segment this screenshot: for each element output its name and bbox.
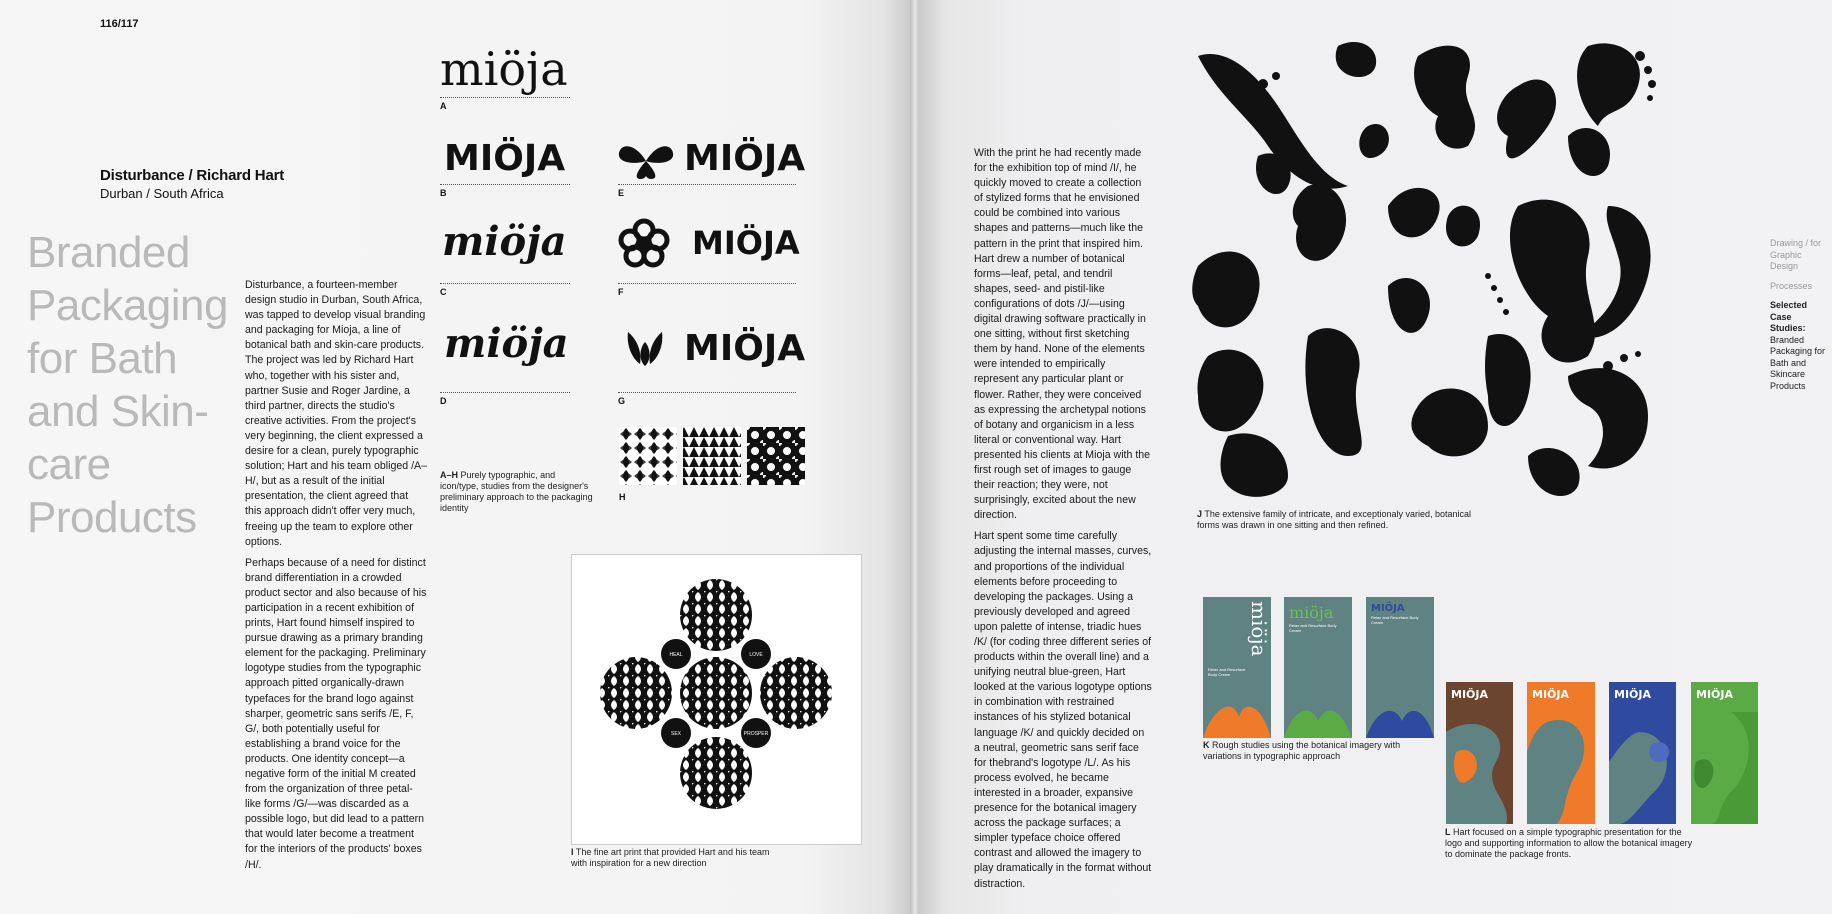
logo-study-c xyxy=(442,218,567,265)
print-label: HEAL xyxy=(669,652,683,658)
caption-l xyxy=(1445,827,1695,860)
logo-study-e xyxy=(684,138,805,179)
package-study-k1 xyxy=(1203,597,1271,738)
package-copy: Relax and Resurface Body Cream xyxy=(1289,623,1337,633)
sidenav-section: Drawing / for Graphic Design xyxy=(1770,238,1822,271)
package-logo: miöja xyxy=(1289,603,1334,622)
final-package-l1 xyxy=(1446,682,1513,824)
figure-letter: A xyxy=(440,101,447,111)
left-page xyxy=(0,0,912,914)
logo-study-d xyxy=(444,320,569,367)
divider xyxy=(440,392,570,393)
paragraph: Perhaps because of a need for distinct brand differentiation in a crowded product sector and also because of his participation in a recent exhibition of prints, Hart found himself inspired to pursue drawing as a primary branding element for the packaging. Preliminary logotype studies from the typographic approach pitted organically-drawn typefaces for the brand logo against sharper, geometric sans serifs /E, F, G/, both potentially useful for establishing a brand voice for the products. One identity concept—a negative form of the initial M created from the organization of three petal-like forms /G/—was discarded as a possible logo, but did lead to a pattern that would later become a treatment for the interiors of the products' boxes /H/. xyxy=(245,556,427,871)
section-sidenav xyxy=(1770,238,1828,392)
caption-j xyxy=(1197,509,1487,531)
logo-wordmark: miöja xyxy=(440,42,568,96)
fine-art-print xyxy=(571,554,862,845)
caption-key: L xyxy=(1445,827,1451,837)
caption-i xyxy=(571,847,781,869)
logo-wordmark: MIÖJA xyxy=(684,328,806,369)
logo-wordmark: MIÖJA xyxy=(692,224,800,262)
package-logo: MIÖJA xyxy=(1371,603,1405,614)
caption-key: J xyxy=(1197,509,1203,519)
package-logo: MIÖJA xyxy=(1532,688,1569,701)
pattern-tiles xyxy=(619,427,805,485)
logo-study-a xyxy=(440,42,568,96)
body-text-right xyxy=(974,146,1152,898)
sidenav-current: Branded Packaging for Bath and Skincare Products xyxy=(1770,334,1826,391)
figure-letter: D xyxy=(440,396,447,406)
paragraph: Hart spent some time carefully adjusting the internal masses, curves, and proportions of the individual elements before proceeding to developing the packages. Using a previously developed and agreed upon palette of intense, triadic hues /K/ (for coding three different series of products within the overall line) and a unifying neutral blue-green, Hart looked at the various logotype options in combination with restrained instances of his stylized botanical language /K/ and quickly decided on a neutral, geometric sans serif face for thebrand's logotype /L/. As his process evolved, he became interested in a broader, expansive presence for the botanical imagery across the package surfaces; a simpler typeface choice offered contrast and allowed the imagery to play dramatically in the format without distraction. xyxy=(974,530,1152,890)
figure-letter: F xyxy=(618,287,624,297)
caption-text: Hart focused on a simple typographic presentation for the logo and supporting information to allow the botanical imagery to dominate the package fronts. xyxy=(1445,827,1693,859)
splash-shape xyxy=(1284,687,1352,738)
caption-key: I xyxy=(571,847,574,857)
botanical-graphic xyxy=(1527,712,1595,824)
caption-key: K xyxy=(1203,740,1210,750)
figure-letter: C xyxy=(440,287,447,297)
page-folio: 116/117 xyxy=(100,18,139,30)
botanical-forms-illustration xyxy=(1188,36,1666,510)
logo-study-f xyxy=(692,224,800,262)
flower-icon xyxy=(618,218,670,270)
final-package-l2 xyxy=(1527,682,1595,824)
logo-wordmark: miöja xyxy=(442,218,567,265)
caption-text: Rough studies using the botanical imagery with variations in typographic approach xyxy=(1203,740,1401,761)
figure-letter: G xyxy=(618,396,626,406)
botanical-graphic xyxy=(1609,712,1676,824)
print-label: LOVE xyxy=(749,652,763,658)
botanical-graphic xyxy=(1691,712,1758,824)
package-logo: miöja xyxy=(1247,601,1271,657)
package-study-k2 xyxy=(1284,597,1352,738)
chapter-heading: Branded Packaging for Bath and Skin-care Products xyxy=(27,228,228,542)
caption-key: A–H xyxy=(440,470,459,480)
package-logo: MIÖJA xyxy=(1614,688,1651,701)
logo-wordmark: miöja xyxy=(444,320,569,367)
caption-text: The fine art print that provided Hart and his team with inspiration for a new direction xyxy=(571,847,770,868)
print-artwork xyxy=(572,555,861,844)
final-package-l4 xyxy=(1691,682,1758,824)
paragraph: Disturbance, a fourteen-member design studio in Durban, South Africa, was tapped to develop visual branding and packaging for Mioja, a line of botanical bath and skin-care products. The project was led by Richard Hart who, together with his sister and, partner Susie and Roger Jardine, a third partner, directs the studio's creative activities. From the project's very beginning, the client expressed a desire for a clean, purely typographic solution; Hart and his team obliged /A–H/, but as a result of the initial presentation, the client agreed that this approach didn't offer very much, freeing up the team to explore other options. xyxy=(245,279,427,548)
divider xyxy=(618,283,796,284)
sidenav-processes: Processes xyxy=(1770,280,1813,291)
caption-a-h xyxy=(440,470,595,514)
divider xyxy=(618,392,796,393)
splash-shape xyxy=(1366,687,1434,738)
package-study-k3 xyxy=(1366,597,1434,738)
botanical-graphic xyxy=(1446,712,1513,824)
logo-wordmark: MIÖJA xyxy=(444,138,566,179)
figure-letter: B xyxy=(440,188,447,198)
package-copy: Relax and Resurface Body Cream xyxy=(1371,615,1419,625)
caption-text: The extensive family of intricate, and exceptionaly varied, botanical forms was drawn in one sitting and then refined. xyxy=(1197,509,1472,530)
caption-text: Purely typographic, and icon/type, studies from the designer's preliminary approach to the packaging identity xyxy=(440,470,593,513)
caption-k xyxy=(1203,740,1403,762)
splash-shape xyxy=(1203,687,1271,738)
body-text-left xyxy=(245,278,427,879)
divider xyxy=(440,97,570,98)
divider xyxy=(440,184,570,185)
figure-letter: E xyxy=(618,188,625,198)
package-logo: MIÖJA xyxy=(1451,688,1488,701)
print-label: PROSPER xyxy=(743,731,769,737)
logo-study-g xyxy=(684,328,805,369)
m-petal-icon xyxy=(624,330,666,368)
sidenav-selected: Selected Case Studies: xyxy=(1770,300,1808,333)
paragraph: With the print he had recently made for the exhibition top of mind /I/, he quickly moved to create a collection of stylized forms that he envisioned could be combined into various shapes and patterns—much like the pattern in the print that inspired him. Hart drew a number of botanical forms—leaf, petal, and tendril shapes, seed- and pistil-like configurations of dots /J/—using digital drawing software practically in one sitting, without first sketching them by hand. None of the elements were intended to empirically represent any particular plant or flower. Rather, they were conceived as expressing the archetypal notions of botany and organicism in a less literal or conventional way. Hart presented his clients at Mioja with the first rough set of images to gauge their reaction; they were, not surprisingly, excited about the new direction. xyxy=(974,147,1151,522)
print-label: SEX xyxy=(670,731,682,737)
logo-wordmark: MIÖJA xyxy=(684,138,806,179)
figure-letter: H xyxy=(619,492,626,502)
logo-study-b xyxy=(444,138,565,179)
divider xyxy=(618,184,796,185)
petal-icon xyxy=(617,141,675,181)
final-package-l3 xyxy=(1609,682,1676,824)
project-title: Disturbance / Richard Hart xyxy=(100,167,285,184)
right-page xyxy=(918,0,1832,914)
divider xyxy=(440,283,570,284)
package-copy: Relax and Resurface Body Cream xyxy=(1208,667,1246,677)
package-logo: MIÖJA xyxy=(1696,688,1733,701)
project-location: Durban / South Africa xyxy=(100,186,224,201)
